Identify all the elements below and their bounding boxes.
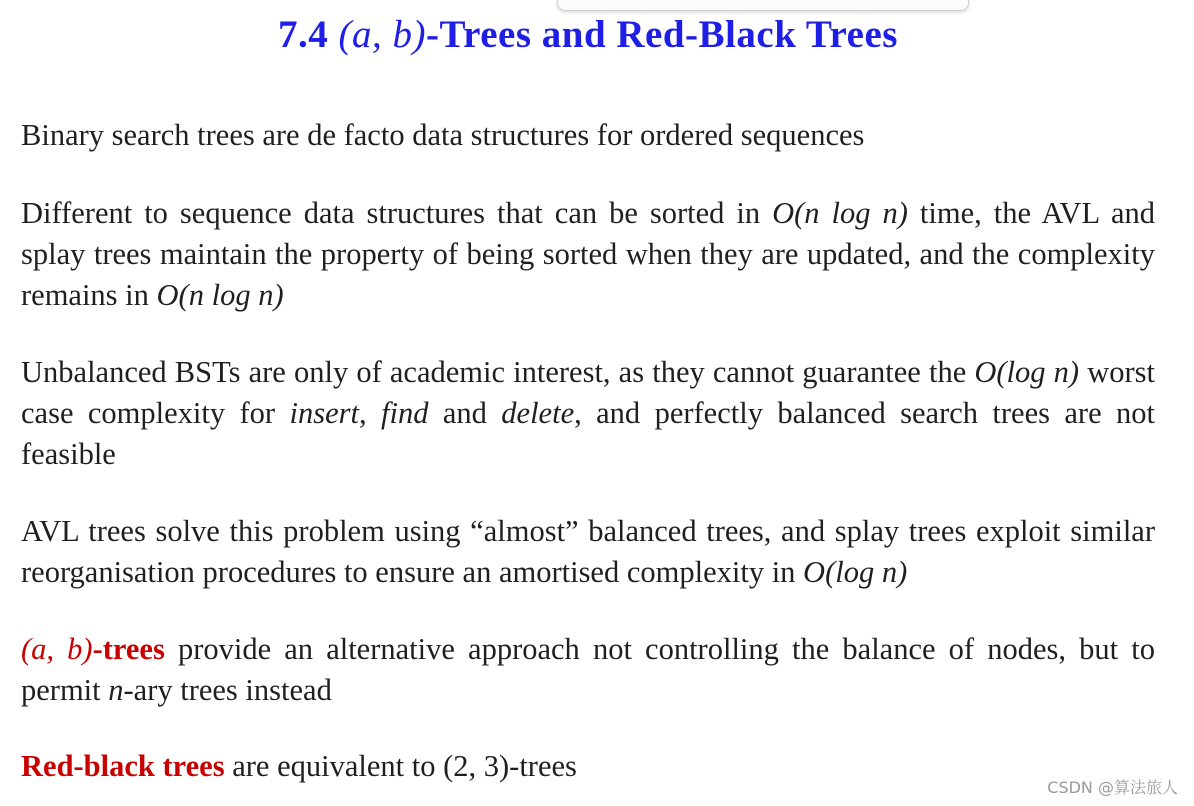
paragraph-text: Different to sequence data structures that can be sorted in	[21, 196, 773, 230]
paragraph-text: ,	[358, 396, 381, 430]
paragraph-text: AVL trees solve this problem using “almost” balanced trees, and splay trees exploit similar reorganisation procedures to ensure an amortised complexity in	[21, 514, 1155, 589]
emphasis-delete: delete	[501, 396, 575, 430]
math-expression: O(n log n)	[772, 196, 908, 230]
paragraph-text: provide an alternative approach not controlling the balance of nodes, but to permit	[21, 632, 1155, 707]
paragraph-text: Binary search trees are de facto data structures for ordered sequences	[21, 118, 865, 152]
math-expression: O(log n)	[974, 355, 1080, 389]
section-number: 7.4	[278, 13, 329, 56]
paragraph-text: time, the AVL and splay trees maintain the property of being sorted when they are updated, and the complexity remains in	[21, 196, 1155, 312]
emphasis-find: find	[381, 396, 429, 430]
paragraph-ab-trees	[21, 629, 1155, 711]
math-expression: n	[108, 673, 124, 707]
title-math: (a, b)	[338, 13, 426, 56]
term-ab-trees: -trees	[92, 632, 165, 666]
paragraph-text: worst case complexity for	[21, 355, 1155, 430]
paragraph-unbalanced-bst	[21, 352, 1155, 475]
title-text: -Trees and Red-Black Trees	[426, 13, 898, 56]
math-expression: (a, b)	[21, 632, 93, 666]
paragraph-text: Unbalanced BSTs are only of academic interest, as they cannot guarantee the	[21, 355, 975, 389]
paragraph-avl-almost-balanced	[21, 511, 1155, 593]
math-expression: O(log n)	[803, 555, 908, 589]
page-title	[0, 12, 1176, 57]
paragraph-bst-intro	[21, 115, 1155, 156]
paragraph-text: -trees	[509, 749, 577, 783]
browser-tab-edge	[557, 0, 969, 11]
paragraph-text: are equivalent to	[224, 749, 444, 783]
paragraph-red-black	[21, 746, 1155, 787]
paragraph-text: , and perfectly balanced search trees are not feasible	[21, 396, 1156, 471]
math-expression: (2, 3)	[443, 749, 510, 783]
emphasis-insert: insert	[289, 396, 359, 430]
term-red-black-trees: Red-black trees	[21, 749, 225, 783]
paragraph-text: -ary trees instead	[123, 673, 332, 707]
paragraph-avl-splay	[21, 193, 1155, 316]
csdn-watermark: CSDN @算法旅人	[1047, 778, 1178, 797]
paragraph-text: and	[428, 396, 502, 430]
math-expression: O(n log n)	[156, 278, 284, 312]
